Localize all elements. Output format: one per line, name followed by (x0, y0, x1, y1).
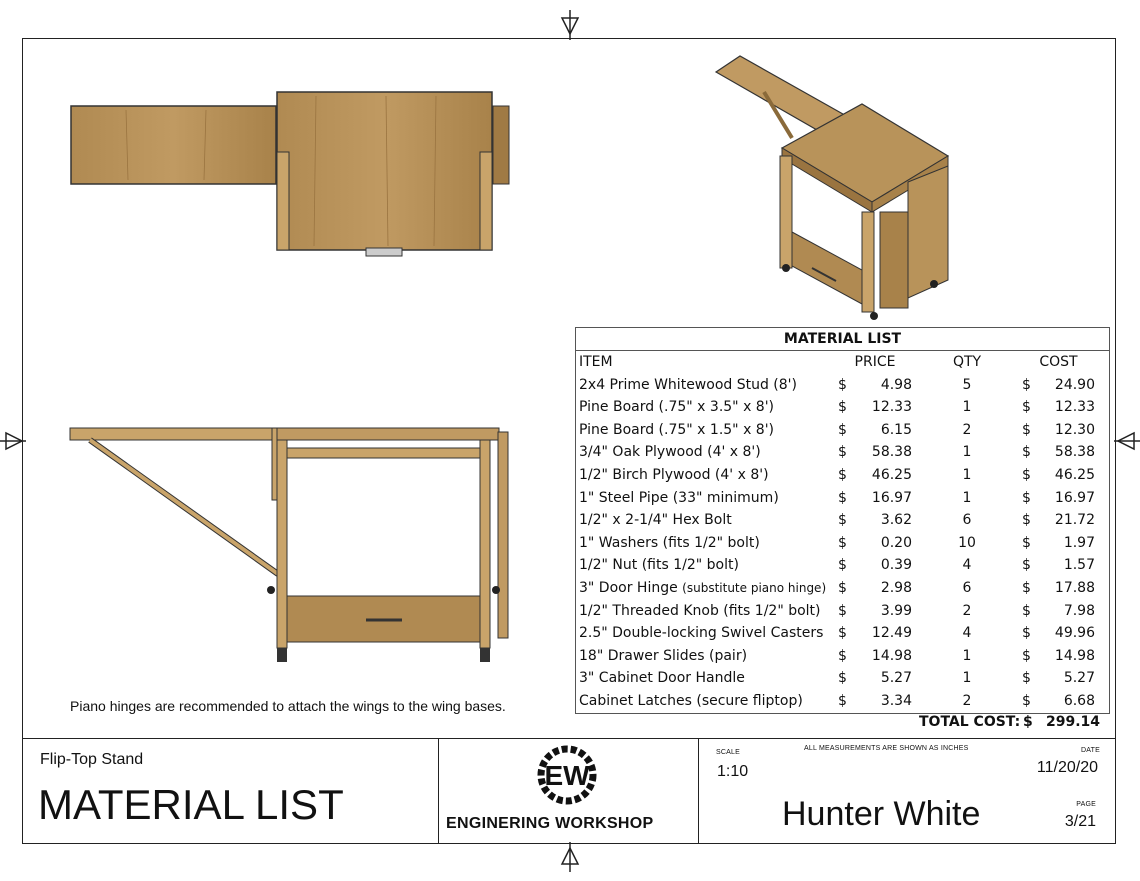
price-currency: $ (838, 489, 847, 506)
scale-label: SCALE (716, 749, 740, 756)
material-price: 3.34 (880, 692, 912, 709)
price-currency: $ (838, 421, 847, 438)
right-registration-mark (1114, 430, 1140, 452)
material-cost: 7.98 (1063, 602, 1095, 619)
material-qty: 1 (962, 466, 972, 483)
date-label: DATE (1081, 747, 1100, 754)
material-price: 5.27 (880, 670, 912, 687)
cost-currency: $ (1022, 602, 1031, 619)
material-item: Pine Board (.75" x 3.5" x 8') (579, 399, 775, 416)
total-cost-value: 299.14 (1045, 714, 1100, 730)
material-row (576, 622, 1109, 645)
material-list-rows (576, 374, 1109, 713)
price-currency: $ (838, 512, 847, 529)
material-item: 1/2" Nut (fits 1/2" bolt) (579, 557, 739, 574)
material-cost: 58.38 (1054, 444, 1095, 461)
logo-mark-text: EW (544, 760, 590, 791)
bottom-registration-mark (559, 842, 581, 872)
header-qty: QTY (952, 354, 982, 370)
material-cost: 12.33 (1054, 399, 1095, 416)
price-currency: $ (838, 399, 847, 416)
cost-currency: $ (1022, 579, 1031, 596)
material-qty: 1 (962, 489, 972, 506)
material-item: 2x4 Prime Whitewood Stud (8') (579, 376, 797, 393)
material-qty: 10 (958, 534, 976, 551)
price-currency: $ (838, 692, 847, 709)
cost-currency: $ (1022, 647, 1031, 664)
price-currency: $ (838, 670, 847, 687)
price-currency: $ (838, 579, 847, 596)
material-price: 0.20 (880, 534, 912, 551)
material-qty: 4 (962, 625, 972, 642)
material-qty: 1 (962, 444, 972, 461)
material-qty: 2 (962, 421, 972, 438)
material-item: Pine Board (.75" x 1.5" x 8') (579, 421, 775, 438)
date-value: 11/20/20 (1036, 759, 1098, 776)
material-qty: 2 (962, 602, 972, 619)
price-currency: $ (838, 376, 847, 393)
material-qty: 5 (962, 376, 972, 393)
material-price: 58.38 (871, 444, 912, 461)
material-price: 3.99 (880, 602, 912, 619)
cost-currency: $ (1022, 692, 1031, 709)
scale-value: 1:10 (717, 763, 749, 780)
project-name: Flip-Top Stand (40, 751, 144, 768)
material-item: 1" Steel Pipe (33" minimum) (579, 489, 779, 506)
material-cost: 12.30 (1054, 421, 1095, 438)
material-item: 3" Cabinet Door Handle (579, 670, 745, 687)
material-qty: 1 (962, 399, 972, 416)
material-list-table (575, 327, 1110, 714)
price-currency: $ (838, 557, 847, 574)
material-cost: 24.90 (1054, 376, 1095, 393)
sheet-title: MATERIAL LIST (38, 781, 344, 828)
cost-currency: $ (1022, 421, 1031, 438)
cost-currency: $ (1022, 466, 1031, 483)
material-row (576, 532, 1109, 555)
piano-hinge-note: Piano hinges are recommended to attach the wings to the wing bases. (70, 698, 506, 714)
material-price: 4.98 (880, 376, 912, 393)
material-item: 18" Drawer Slides (pair) (579, 647, 748, 664)
page-label: PAGE (1076, 801, 1096, 808)
cost-currency: $ (1022, 444, 1031, 461)
material-cost: 46.25 (1054, 466, 1095, 483)
material-row (576, 600, 1109, 623)
price-currency: $ (838, 534, 847, 551)
material-row (576, 645, 1109, 668)
material-cost: 17.88 (1054, 579, 1095, 596)
material-item: 3" Door Hinge (substitute piano hinge) (579, 579, 827, 596)
material-row (576, 690, 1109, 713)
cost-currency: $ (1022, 399, 1031, 416)
cost-currency: $ (1022, 557, 1031, 574)
material-item: 1" Washers (fits 1/2" bolt) (579, 534, 760, 551)
header-cost: COST (1039, 354, 1078, 370)
material-qty: 2 (962, 692, 972, 709)
material-cost: 1.57 (1063, 557, 1095, 574)
cost-currency: $ (1022, 489, 1031, 506)
header-item: ITEM (579, 354, 613, 370)
material-price: 14.98 (871, 647, 912, 664)
material-list-title: MATERIAL LIST (576, 328, 1109, 351)
cost-currency: $ (1022, 670, 1031, 687)
material-item: 1/2" Birch Plywood (4' x 8') (579, 466, 769, 483)
material-row (576, 419, 1109, 442)
material-row (576, 374, 1109, 397)
material-price: 16.97 (871, 489, 912, 506)
material-item-note: (substitute piano hinge) (682, 580, 827, 595)
material-row (576, 554, 1109, 577)
material-cost: 1.97 (1063, 534, 1095, 551)
measurement-note: ALL MEASUREMENTS ARE SHOWN AS INCHES (804, 745, 969, 752)
material-cost: 5.27 (1063, 670, 1095, 687)
logo-text: ENGINERING WORKSHOP (446, 815, 654, 832)
material-row (576, 577, 1109, 600)
price-currency: $ (838, 625, 847, 642)
material-cost: 6.68 (1063, 692, 1095, 709)
material-row (576, 396, 1109, 419)
material-price: 0.39 (880, 557, 912, 574)
material-qty: 4 (962, 557, 972, 574)
total-cost-label: TOTAL COST: (919, 714, 1021, 730)
material-row (576, 509, 1109, 532)
material-price: 12.33 (871, 399, 912, 416)
cost-currency: $ (1022, 534, 1031, 551)
material-price: 46.25 (871, 466, 912, 483)
price-currency: $ (838, 466, 847, 483)
material-item: 1/2" Threaded Knob (fits 1/2" bolt) (579, 602, 821, 619)
material-price: 3.62 (880, 512, 912, 529)
material-qty: 1 (962, 670, 972, 687)
material-qty: 6 (962, 579, 972, 596)
material-cost: 14.98 (1054, 647, 1095, 664)
material-item: 3/4" Oak Plywood (4' x 8') (579, 444, 761, 461)
top-view-drawing (66, 86, 516, 262)
author-name: Hunter White (782, 795, 981, 833)
material-qty: 6 (962, 512, 972, 529)
material-cost: 49.96 (1054, 625, 1095, 642)
material-cost: 21.72 (1054, 512, 1095, 529)
material-price: 12.49 (871, 625, 912, 642)
material-item: 2.5" Double-locking Swivel Casters (579, 625, 824, 642)
isometric-view-drawing (712, 52, 957, 324)
page-number: 3/21 (1064, 813, 1096, 830)
top-registration-mark (559, 10, 581, 40)
material-item: 1/2" x 2-1/4" Hex Bolt (579, 512, 732, 529)
material-price: 6.15 (880, 421, 912, 438)
cost-currency: $ (1022, 376, 1031, 393)
material-qty: 1 (962, 647, 972, 664)
total-currency: $ (1023, 714, 1033, 730)
total-cost-row (575, 714, 1110, 736)
price-currency: $ (838, 602, 847, 619)
header-price: PRICE (854, 354, 896, 370)
material-cost: 16.97 (1054, 489, 1095, 506)
material-row (576, 667, 1109, 690)
material-row (576, 464, 1109, 487)
material-row (576, 487, 1109, 510)
material-price: 2.98 (880, 579, 912, 596)
engineering-workshop-logo (522, 743, 612, 805)
cost-currency: $ (1022, 625, 1031, 642)
material-list-header-row (576, 351, 1109, 374)
side-view-drawing (66, 424, 516, 668)
price-currency: $ (838, 647, 847, 664)
title-block (22, 738, 1116, 844)
cost-currency: $ (1022, 512, 1031, 529)
material-row (576, 441, 1109, 464)
price-currency: $ (838, 444, 847, 461)
material-item: Cabinet Latches (secure fliptop) (579, 692, 803, 709)
